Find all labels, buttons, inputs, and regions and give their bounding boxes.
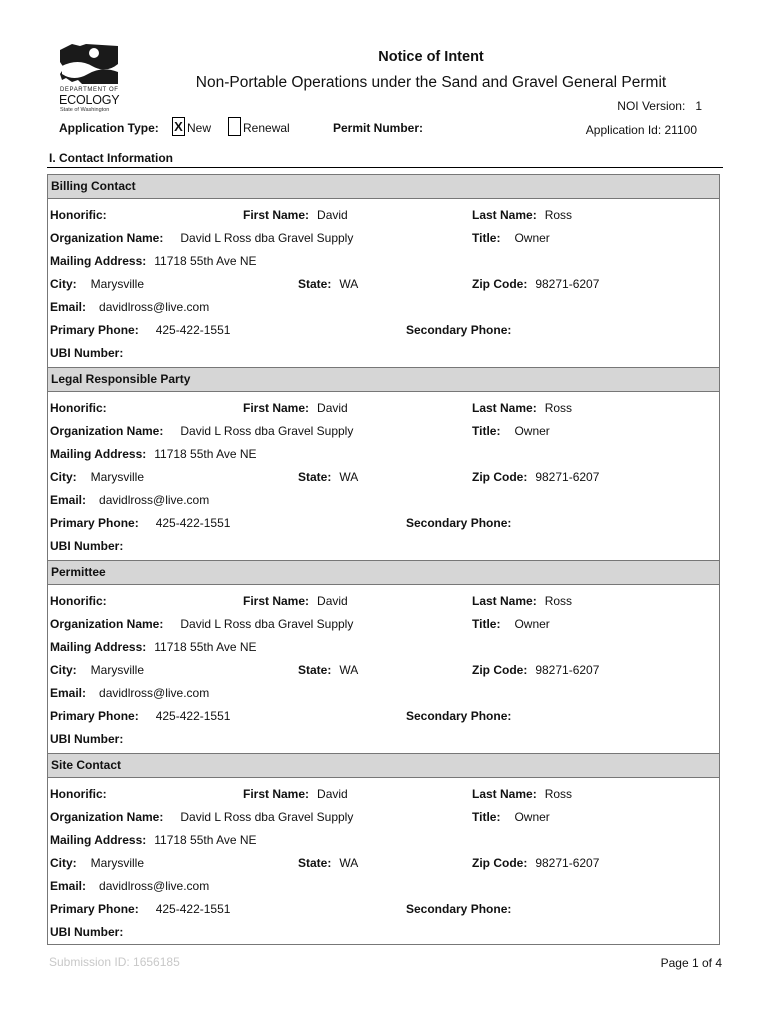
contact-block-site [47, 753, 720, 945]
zip-code-value: 98271-6207 [535, 663, 600, 677]
page-title: Notice of Intent [378, 49, 484, 65]
mailing-address-field: Mailing Address: 11718 55th Ave NE [50, 447, 257, 461]
honorific-field: Honorific: [50, 208, 107, 222]
honorific-field: Honorific: [50, 401, 107, 415]
last-name-value: Ross [544, 208, 573, 222]
zip-code-field: Zip Code: 98271-6207 [472, 856, 600, 870]
first-name-value: David [317, 208, 348, 222]
noi-version-label: NOI Version: [617, 99, 686, 113]
primary-phone-field: Primary Phone: 425-422-1551 [50, 516, 231, 530]
title-field: Title: Owner [472, 231, 550, 245]
mailing-address-value: 11718 55th Ave NE [154, 254, 257, 268]
page-number: Page 1 of 4 [660, 956, 722, 970]
mailing-address-field: Mailing Address: 11718 55th Ave NE [50, 640, 257, 654]
zip-code-field: Zip Code: 98271-6207 [472, 663, 600, 677]
primary-phone-value: 425-422-1551 [155, 516, 231, 530]
city-value: Marysville [90, 470, 145, 484]
city-field: City: Marysville [50, 663, 145, 677]
first-name-value: David [317, 594, 348, 608]
primary-phone-value: 425-422-1551 [155, 323, 231, 337]
zip-code-value: 98271-6207 [535, 856, 600, 870]
city-value: Marysville [90, 856, 145, 870]
email-field: Email: davidlross@live.com [50, 879, 210, 893]
contact-block-billing [47, 174, 720, 368]
organization-field: Organization Name: David L Ross dba Gravel Supply [50, 231, 354, 245]
primary-phone-value: 425-422-1551 [155, 709, 231, 723]
ubi-number-field: UBI Number: [50, 732, 124, 746]
section-divider [47, 167, 723, 168]
secondary-phone-field: Secondary Phone: [406, 709, 512, 723]
first-name-field: First Name: David [243, 594, 348, 608]
primary-phone-field: Primary Phone: 425-422-1551 [50, 902, 231, 916]
page-subtitle: Non-Portable Operations under the Sand and Gravel General Permit [195, 74, 667, 91]
first-name-field: First Name: David [243, 401, 348, 415]
city-value: Marysville [90, 663, 145, 677]
last-name-field: Last Name: Ross [472, 401, 573, 415]
application-type-label: Application Type: [59, 121, 159, 135]
first-name-field: First Name: David [243, 787, 348, 801]
last-name-field: Last Name: Ross [472, 787, 573, 801]
primary-phone-field: Primary Phone: 425-422-1551 [50, 709, 231, 723]
state-field: State: WA [298, 856, 359, 870]
city-field: City: Marysville [50, 277, 145, 291]
title-value: Owner [514, 424, 550, 438]
mailing-address-value: 11718 55th Ave NE [154, 447, 257, 461]
last-name-field: Last Name: Ross [472, 208, 573, 222]
title-value: Owner [514, 231, 550, 245]
logo-department-text: DEPARTMENT OF [60, 87, 119, 93]
new-checkbox[interactable]: X [172, 117, 185, 136]
organization-value: David L Ross dba Gravel Supply [180, 424, 354, 438]
contact-block-heading: Legal Responsible Party [48, 368, 719, 392]
zip-code-field: Zip Code: 98271-6207 [472, 277, 600, 291]
primary-phone-field: Primary Phone: 425-422-1551 [50, 323, 231, 337]
email-field: Email: davidlross@live.com [50, 493, 210, 507]
state-value: WA [339, 663, 359, 677]
contact-block-heading: Permittee [48, 561, 719, 585]
email-value: davidlross@live.com [99, 879, 210, 893]
first-name-field: First Name: David [243, 208, 348, 222]
ubi-number-field: UBI Number: [50, 346, 124, 360]
honorific-field: Honorific: [50, 787, 107, 801]
title-field: Title: Owner [472, 810, 550, 824]
city-field: City: Marysville [50, 856, 145, 870]
city-field: City: Marysville [50, 470, 145, 484]
contact-block-permittee [47, 560, 720, 754]
email-value: davidlross@live.com [99, 493, 210, 507]
section-title: I. Contact Information [49, 151, 173, 165]
contact-block-legal [47, 367, 720, 561]
secondary-phone-field: Secondary Phone: [406, 516, 512, 530]
zip-code-value: 98271-6207 [535, 470, 600, 484]
logo-ecology-text: ECOLOGY [59, 93, 120, 107]
secondary-phone-field: Secondary Phone: [406, 323, 512, 337]
organization-field: Organization Name: David L Ross dba Gravel Supply [50, 424, 354, 438]
new-option-label: New [187, 121, 212, 135]
state-field: State: WA [298, 277, 359, 291]
state-field: State: WA [298, 470, 359, 484]
organization-field: Organization Name: David L Ross dba Gravel Supply [50, 617, 354, 631]
email-value: davidlross@live.com [99, 300, 210, 314]
state-field: State: WA [298, 663, 359, 677]
state-value: WA [339, 856, 359, 870]
organization-value: David L Ross dba Gravel Supply [180, 617, 354, 631]
renewal-checkbox[interactable] [228, 117, 241, 136]
honorific-field: Honorific: [50, 594, 107, 608]
last-name-value: Ross [544, 787, 573, 801]
last-name-value: Ross [544, 594, 573, 608]
last-name-field: Last Name: Ross [472, 594, 573, 608]
email-value: davidlross@live.com [99, 686, 210, 700]
mailing-address-field: Mailing Address: 11718 55th Ave NE [50, 833, 257, 847]
state-value: WA [339, 470, 359, 484]
mailing-address-value: 11718 55th Ave NE [154, 640, 257, 654]
noi-version-value: 1 [695, 99, 702, 113]
secondary-phone-field: Secondary Phone: [406, 902, 512, 916]
title-field: Title: Owner [472, 617, 550, 631]
title-field: Title: Owner [472, 424, 550, 438]
noi-version [617, 99, 702, 113]
permit-number-label: Permit Number: [333, 121, 424, 135]
zip-code-value: 98271-6207 [535, 277, 600, 291]
title-value: Owner [514, 810, 550, 824]
zip-code-field: Zip Code: 98271-6207 [472, 470, 600, 484]
organization-value: David L Ross dba Gravel Supply [180, 810, 354, 824]
state-value: WA [339, 277, 359, 291]
title-value: Owner [514, 617, 550, 631]
ubi-number-field: UBI Number: [50, 925, 124, 939]
logo-state-text: State of Washington [60, 107, 110, 113]
organization-value: David L Ross dba Gravel Supply [180, 231, 354, 245]
first-name-value: David [317, 787, 348, 801]
contact-block-heading: Site Contact [48, 754, 719, 778]
mailing-address-field: Mailing Address: 11718 55th Ave NE [50, 254, 257, 268]
renewal-option-label: Renewal [243, 121, 290, 135]
first-name-value: David [317, 401, 348, 415]
email-field: Email: davidlross@live.com [50, 300, 210, 314]
mailing-address-value: 11718 55th Ave NE [154, 833, 257, 847]
submission-id: Submission ID: 1656185 [49, 955, 180, 969]
organization-field: Organization Name: David L Ross dba Gravel Supply [50, 810, 354, 824]
city-value: Marysville [90, 277, 145, 291]
contact-block-heading: Billing Contact [48, 175, 719, 199]
primary-phone-value: 425-422-1551 [155, 902, 231, 916]
application-id: Application Id: 21100 [585, 123, 697, 137]
email-field: Email: davidlross@live.com [50, 686, 210, 700]
ubi-number-field: UBI Number: [50, 539, 124, 553]
last-name-value: Ross [544, 401, 573, 415]
